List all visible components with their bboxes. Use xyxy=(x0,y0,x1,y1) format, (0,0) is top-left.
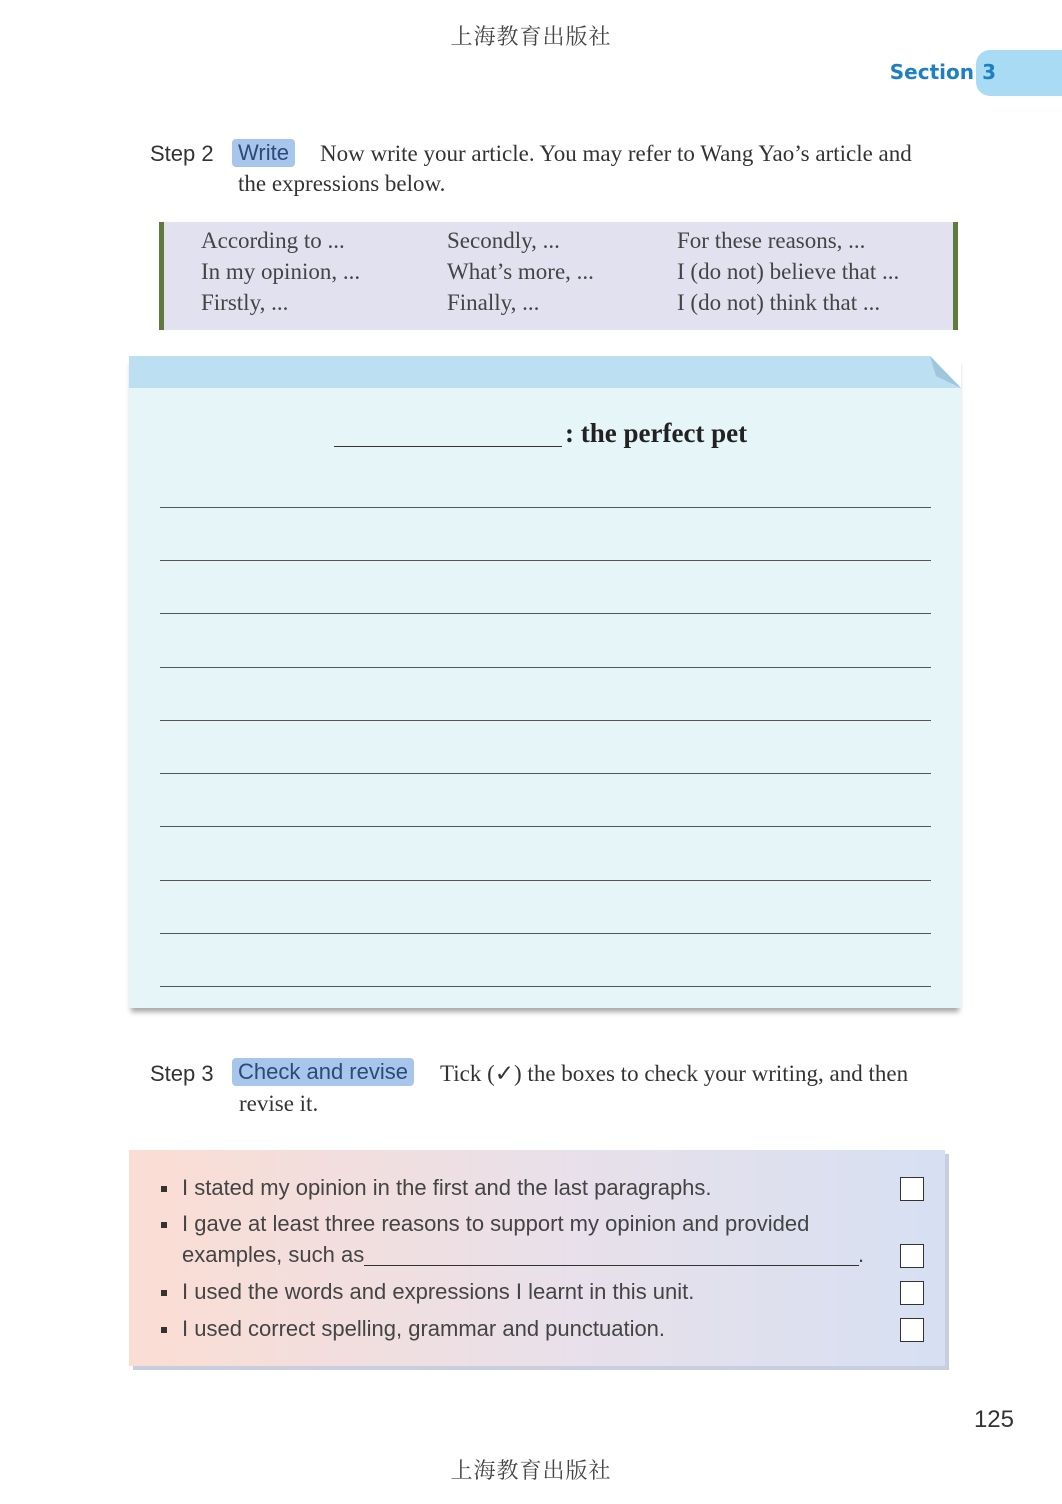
check-revise-tag: Check and revise xyxy=(232,1058,414,1086)
page-number: 125 xyxy=(973,1406,1014,1433)
expression-item: For these reasons, ... xyxy=(677,228,866,253)
checkbox-item-2[interactable] xyxy=(900,1244,924,1268)
writing-sheet-title: : the perfect pet xyxy=(565,418,748,448)
checklist-item-2-line1: I gave at least three reasons to support my opinion and provided xyxy=(182,1211,810,1236)
publisher-header: 上海教育出版社 xyxy=(450,25,612,50)
checkbox-item-3[interactable] xyxy=(900,1281,924,1305)
step3-instruction-line1: Tick (✓) the boxes to check your writing, and then xyxy=(440,1061,909,1086)
expression-item: Secondly, ... xyxy=(447,228,560,253)
expression-item: I (do not) think that ... xyxy=(677,290,881,315)
bullet-icon xyxy=(161,1327,167,1333)
checklist-item-2-line2: examples, such as xyxy=(182,1242,365,1267)
step2-instruction-line1: Now write your article. You may refer to Wang Yao’s article and xyxy=(320,141,912,166)
bullet-icon xyxy=(161,1290,167,1296)
writing-line[interactable] xyxy=(160,933,931,934)
writing-sheet xyxy=(129,356,961,1008)
page-fold-corner xyxy=(930,356,961,388)
writing-line[interactable] xyxy=(160,507,931,508)
step2-label: Step 2 xyxy=(150,141,214,166)
section-label: Section xyxy=(889,60,974,84)
writing-line[interactable] xyxy=(160,667,931,668)
writing-line[interactable] xyxy=(160,720,931,721)
expression-item: According to ... xyxy=(201,228,345,253)
section-number: 3 xyxy=(982,60,996,84)
checklist-item-3: I used the words and expressions I learnt in this unit. xyxy=(182,1279,695,1304)
examples-blank-line[interactable] xyxy=(364,1265,859,1266)
checklist-item-1: I stated my opinion in the first and the last paragraphs. xyxy=(182,1175,712,1200)
checkbox-item-1[interactable] xyxy=(900,1177,924,1201)
bullet-icon xyxy=(161,1222,167,1228)
writing-line[interactable] xyxy=(160,560,931,561)
bullet-icon xyxy=(161,1186,167,1192)
checklist-item-4: I used correct spelling, grammar and punctuation. xyxy=(182,1316,666,1341)
expressions-right-bar xyxy=(953,222,958,330)
step3-instruction-line2: revise it. xyxy=(239,1091,319,1116)
expression-item: What’s more, ... xyxy=(447,259,594,284)
checklist-item-2-period: . xyxy=(858,1242,865,1267)
publisher-footer: 上海教育出版社 xyxy=(450,1459,612,1484)
writing-line[interactable] xyxy=(160,826,931,827)
title-blank-line[interactable] xyxy=(334,446,562,447)
writing-sheet-header-strip xyxy=(129,356,961,388)
writing-line[interactable] xyxy=(160,880,931,881)
expression-item: Finally, ... xyxy=(447,290,540,315)
step2-instruction-line2: the expressions below. xyxy=(238,171,446,196)
expression-item: Firstly, ... xyxy=(201,290,289,315)
expressions-left-bar xyxy=(159,222,164,330)
write-tag: Write xyxy=(232,139,295,167)
writing-line[interactable] xyxy=(160,613,931,614)
expression-item: I (do not) believe that ... xyxy=(677,259,900,284)
writing-line[interactable] xyxy=(160,773,931,774)
writing-line[interactable] xyxy=(160,986,931,987)
step3-label: Step 3 xyxy=(150,1061,214,1086)
expression-item: In my opinion, ... xyxy=(201,259,361,284)
checkbox-item-4[interactable] xyxy=(900,1318,924,1342)
